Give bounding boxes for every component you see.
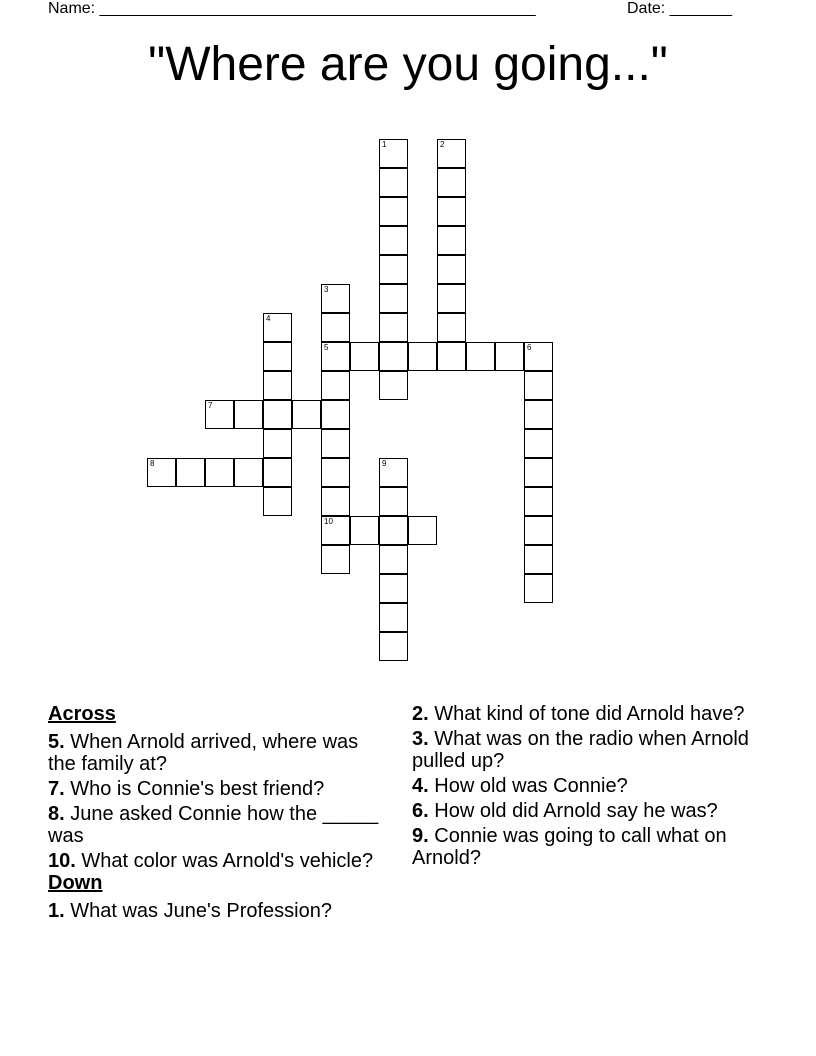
grid-cell[interactable] — [466, 342, 495, 371]
grid-cell[interactable] — [263, 342, 292, 371]
grid-cell[interactable] — [321, 429, 350, 458]
grid-cell[interactable] — [379, 255, 408, 284]
grid-cell[interactable] — [321, 371, 350, 400]
down-clue — [412, 800, 752, 822]
grid-cell[interactable] — [263, 313, 292, 342]
clue-number: 5. — [48, 731, 65, 753]
grid-cell[interactable] — [524, 487, 553, 516]
grid-cell[interactable] — [292, 400, 321, 429]
grid-cell[interactable] — [321, 313, 350, 342]
down-clue — [412, 703, 752, 725]
clue-number: 4. — [412, 775, 429, 797]
grid-cell[interactable] — [321, 545, 350, 574]
down-clue — [412, 728, 752, 772]
grid-cell[interactable] — [379, 574, 408, 603]
clue-number: 7. — [48, 778, 65, 800]
cell-number: 6 — [527, 343, 532, 352]
cell-number: 4 — [266, 314, 271, 323]
grid-cell[interactable] — [321, 487, 350, 516]
cell-number: 7 — [208, 401, 213, 410]
across-heading: Across — [48, 703, 116, 725]
grid-cell[interactable] — [321, 516, 350, 545]
clue-number: 1. — [48, 900, 65, 922]
grid-cell[interactable] — [437, 255, 466, 284]
grid-cell[interactable] — [176, 458, 205, 487]
grid-cell[interactable] — [524, 400, 553, 429]
cell-number: 1 — [382, 140, 387, 149]
clue-number: 9. — [412, 825, 429, 847]
grid-cell[interactable] — [437, 342, 466, 371]
clue-text: When Arnold arrived, where was the family at? — [48, 731, 359, 775]
grid-cell[interactable] — [263, 429, 292, 458]
grid-cell[interactable] — [379, 284, 408, 313]
clue-text: How old did Arnold say he was? — [434, 800, 718, 822]
grid-cell[interactable] — [379, 226, 408, 255]
clue-number: 6. — [412, 800, 429, 822]
grid-cell[interactable] — [408, 516, 437, 545]
down-clue — [412, 775, 752, 797]
date-field-label: Date: _______ — [627, 0, 732, 17]
clue-number: 10. — [48, 850, 76, 872]
grid-cell[interactable] — [437, 197, 466, 226]
grid-cell[interactable] — [379, 371, 408, 400]
grid-cell[interactable] — [524, 545, 553, 574]
clue-text: What kind of tone did Arnold have? — [434, 703, 745, 725]
grid-cell[interactable] — [524, 516, 553, 545]
clues-left-column — [48, 703, 388, 925]
clue-number: 2. — [412, 703, 429, 725]
cell-number: 8 — [150, 459, 155, 468]
across-clue — [48, 778, 388, 800]
grid-cell[interactable] — [437, 139, 466, 168]
cell-number: 3 — [324, 285, 329, 294]
grid-cell[interactable] — [495, 342, 524, 371]
grid-cell[interactable] — [321, 400, 350, 429]
grid-cell[interactable] — [263, 400, 292, 429]
grid-cell[interactable] — [379, 545, 408, 574]
grid-cell[interactable] — [524, 371, 553, 400]
grid-cell[interactable] — [379, 197, 408, 226]
across-clue — [48, 850, 388, 872]
grid-cell[interactable] — [263, 487, 292, 516]
cell-number: 5 — [324, 343, 329, 352]
grid-cell[interactable] — [379, 168, 408, 197]
clue-text: What color was Arnold's vehicle? — [81, 850, 374, 872]
grid-cell[interactable] — [524, 429, 553, 458]
grid-cell[interactable] — [524, 342, 553, 371]
down-heading: Down — [48, 872, 103, 894]
grid-cell[interactable] — [379, 516, 408, 545]
grid-cell[interactable] — [408, 342, 437, 371]
grid-cell[interactable] — [524, 574, 553, 603]
grid-cell[interactable] — [379, 487, 408, 516]
grid-cell[interactable] — [263, 458, 292, 487]
cell-number: 10 — [324, 517, 333, 526]
grid-cell[interactable] — [437, 313, 466, 342]
grid-cell[interactable] — [379, 458, 408, 487]
name-field-label: Name: _________________________________________________ — [48, 0, 536, 17]
down-clue — [48, 900, 388, 922]
grid-cell[interactable] — [350, 516, 379, 545]
grid-cell[interactable] — [321, 284, 350, 313]
clue-text: June asked Connie how the _____ was — [48, 803, 379, 847]
down-clue — [412, 825, 752, 869]
grid-cell[interactable] — [379, 632, 408, 661]
grid-cell[interactable] — [524, 458, 553, 487]
grid-cell[interactable] — [321, 342, 350, 371]
clue-number: 3. — [412, 728, 429, 750]
clue-text: What was June's Profession? — [70, 900, 332, 922]
grid-cell[interactable] — [205, 458, 234, 487]
across-clue — [48, 731, 388, 775]
clue-text: What was on the radio when Arnold pulled up? — [412, 728, 749, 772]
grid-cell[interactable] — [234, 458, 263, 487]
clue-text: Who is Connie's best friend? — [70, 778, 325, 800]
grid-cell[interactable] — [234, 400, 263, 429]
grid-cell[interactable] — [437, 168, 466, 197]
clue-number: 8. — [48, 803, 65, 825]
cell-number: 2 — [440, 140, 445, 149]
puzzle-title: "Where are you going..." — [148, 38, 668, 91]
grid-cell[interactable] — [379, 603, 408, 632]
grid-cell[interactable] — [350, 342, 379, 371]
across-clue — [48, 803, 388, 847]
clues-right-column — [412, 703, 752, 872]
grid-cell[interactable] — [379, 313, 408, 342]
grid-cell[interactable] — [147, 458, 176, 487]
grid-cell[interactable] — [321, 458, 350, 487]
grid-cell[interactable] — [379, 139, 408, 168]
grid-cell[interactable] — [379, 342, 408, 371]
clue-text: How old was Connie? — [434, 775, 628, 797]
grid-cell[interactable] — [205, 400, 234, 429]
grid-cell[interactable] — [437, 226, 466, 255]
clue-text: Connie was going to call what on Arnold? — [412, 825, 727, 869]
grid-cell[interactable] — [263, 371, 292, 400]
grid-cell[interactable] — [437, 284, 466, 313]
cell-number: 9 — [382, 459, 387, 468]
